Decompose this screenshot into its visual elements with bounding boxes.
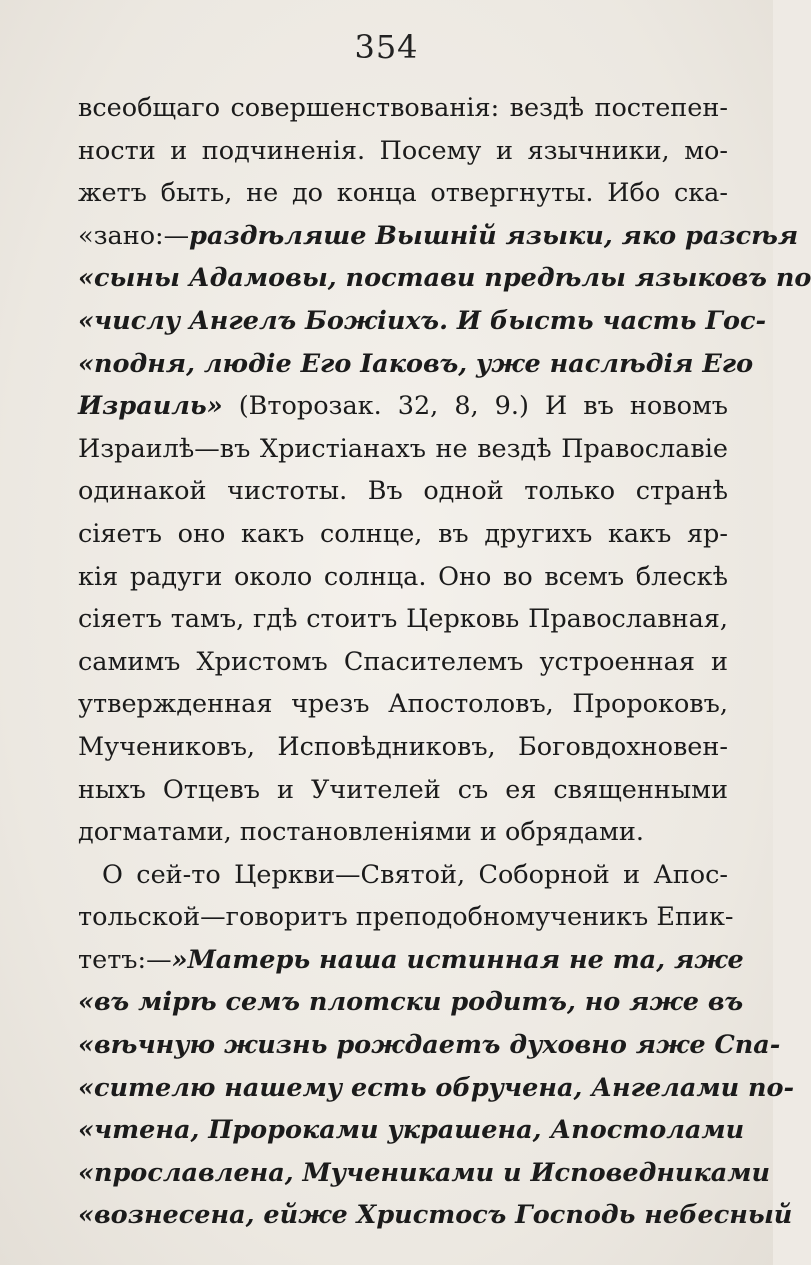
text-line: Мучениковъ, Исповѣдниковъ, Боговдохновен- — [78, 731, 728, 762]
text-line — [78, 385, 728, 428]
quote-segment: раздѣляше Вышній языки, яко разсѣя — [189, 220, 799, 251]
text-line: самимъ Христомъ Спасителемъ устроенная и — [78, 646, 728, 677]
text-line: всеобщаго совершенствованія: вездѣ постепен- — [78, 93, 728, 123]
page-number: 354 — [354, 28, 419, 66]
quote-line: «въ мірѣ семъ плотски родитъ, но яже въ — [78, 987, 744, 1018]
quote-line: «вознесена, ейже Христосъ Господь небесный — [78, 1200, 793, 1231]
body-text — [78, 87, 811, 1237]
text-segment: «зано:— — [78, 220, 190, 251]
text-line: тольской—говоритъ преподобномученикъ Епик- — [78, 902, 734, 933]
quote-line: «сителю нашему есть обручена, Ангелами по- — [78, 1072, 795, 1103]
text-line — [78, 939, 744, 982]
paragraph-start-line: О сей-то Церкви—Святой, Соборной и Апос- — [102, 859, 728, 890]
quote-line: «сыны Адамовы, постави предѣлы языковъ по — [78, 263, 811, 294]
text-line: Израилѣ—въ Христіанахъ не вездѣ Православіе — [78, 433, 728, 464]
text-line: ности и подчиненія. Посему и язычники, мо- — [78, 135, 728, 166]
quote-segment: »Матерь наша истинная не та, яже — [171, 944, 744, 975]
text-segment: (Второзак. 32, 8, 9.) И въ новомъ — [222, 391, 728, 422]
quote-segment: Израиль» — [78, 391, 223, 422]
quote-line: «числу Ангелъ Божіихъ. И бысть часть Гос- — [78, 305, 767, 336]
quote-line: «чтена, Пророками украшена, Апостолами — [78, 1115, 745, 1146]
quote-line: «прославлена, Мучениками и Исповедниками — [78, 1157, 771, 1188]
text-line: догматами, постановленіями и обрядами. — [78, 817, 644, 848]
text-line: одинакой чистоты. Въ одной только странѣ — [78, 476, 728, 507]
text-line — [78, 215, 799, 258]
text-line: ныхъ Отцевъ и Учителей съ ея священными — [78, 774, 728, 805]
text-line: кія радуги около солнца. Оно во всемъ блескѣ — [78, 561, 728, 592]
text-line: сіяетъ тамъ, гдѣ стоитъ Церковь Православная, — [78, 604, 728, 635]
text-line: сіяетъ оно какъ солнце, въ другихъ какъ яр- — [78, 518, 728, 549]
text-segment: тетъ:— — [78, 944, 172, 975]
quote-line: «вѣчную жизнь рождаетъ духовно яже Спа- — [78, 1030, 781, 1061]
quote-line: «подня, людіе Его Іаковъ, уже наслѣдія Его — [78, 348, 754, 379]
text-line: утвержденная чрезъ Апостоловъ, Пророковъ, — [78, 689, 728, 720]
text-line: жетъ быть, не до конца отвергнуты. Ибо ска- — [78, 178, 728, 209]
